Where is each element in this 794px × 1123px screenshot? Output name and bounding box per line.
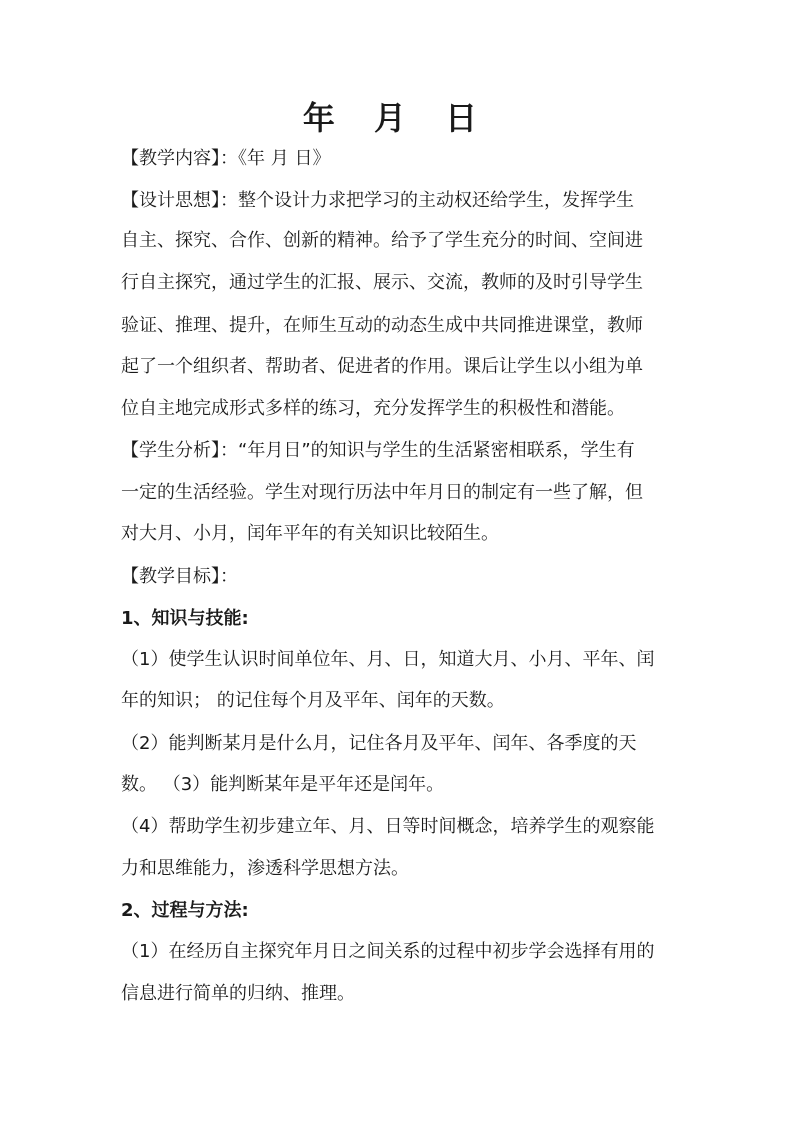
goal-1-line-2: 年的知识； 的记住每个月及平年、闰年的天数。 bbox=[121, 690, 505, 711]
design-thought-line-3: 行自主探究，通过学生的汇报、展示、交流，教师的及时引导学生 bbox=[121, 272, 643, 293]
design-thought-line-2: 自主、探究、合作、创新的精神。给予了学生充分的时间、空间进 bbox=[121, 230, 643, 251]
student-analysis-line-2: 一定的生活经验。学生对现行历法中年月日的制定有一些了解，但 bbox=[121, 482, 643, 503]
design-thought-line-6: 位自主地完成形式多样的练习，充分发挥学生的积极性和潜能。 bbox=[121, 398, 625, 419]
goal-4-line-2: 力和思维能力，渗透科学思想方法。 bbox=[121, 858, 409, 879]
goal-2-line-1: （2）能判断某月是什么月，记住各月及平年、闰年、各季度的天 bbox=[121, 733, 637, 754]
design-thought-line-1: 【设计思想】：整个设计力求把学习的主动权还给学生，发挥学生 bbox=[121, 190, 634, 211]
goal-2-line-2: 数。 （3）能判断某年是平年还是闰年。 bbox=[121, 774, 445, 795]
page-title: 年 月 日 bbox=[302, 99, 492, 137]
teaching-content-line: 【教学内容】：《年 月 日》 bbox=[121, 148, 331, 169]
goal-4-line-1: （4）帮助学生初步建立年、月、日等时间概念，培养学生的观察能 bbox=[121, 816, 655, 837]
teaching-goals-heading: 【教学目标】： bbox=[121, 566, 238, 587]
process-method-heading: 2、过程与方法: bbox=[121, 900, 249, 921]
design-thought-line-4: 验证、推理、提升，在师生互动的动态生成中共同推进课堂，教师 bbox=[121, 315, 643, 336]
process-goal-1-line-1: （1）在经历自主探究年月日之间关系的过程中初步学会选择有用的 bbox=[121, 941, 655, 962]
knowledge-skills-heading: 1、知识与技能: bbox=[121, 608, 249, 629]
student-analysis-line-1: 【学生分析】：“年月日”的知识与学生的生活紧密相联系，学生有 bbox=[121, 440, 635, 461]
goal-1-line-1: （1）使学生认识时间单位年、月、日，知道大月、小月、平年、闰 bbox=[121, 649, 655, 670]
student-analysis-line-3: 对大月、小月，闰年平年的有关知识比较陌生。 bbox=[121, 523, 499, 544]
design-thought-line-5: 起了一个组织者、帮助者、促进者的作用。课后让学生以小组为单 bbox=[121, 356, 643, 377]
process-goal-1-line-2: 信息进行简单的归纳、推理。 bbox=[121, 983, 355, 1004]
